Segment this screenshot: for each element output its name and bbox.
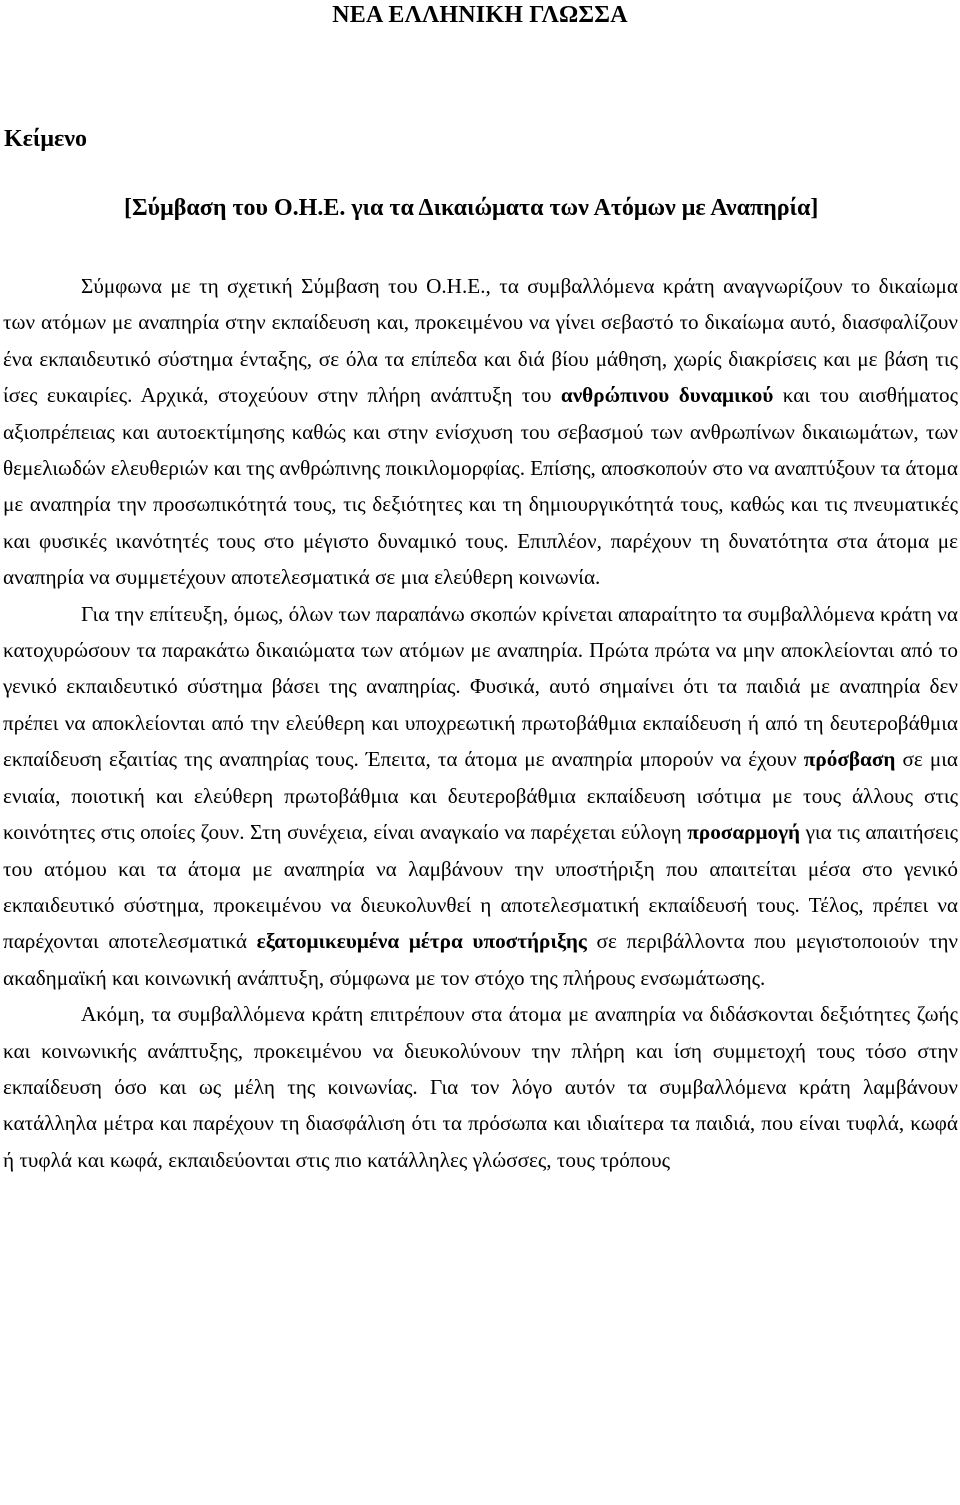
paragraph-1-emphasis: ανθρώπινου δυναμικού [560, 383, 774, 408]
paragraph-2-text-c: σε μια ενιαία, ποιοτική και ελεύθερη πρωτοβάθμια και δευτεροβάθμια εκπαίδευση ισότιμα με τους άλλους στις κοινότητες στις οποίες ζουν. Στη συνέχεια, είναι αναγκαίο να παρέχεται εύλογη [3, 747, 958, 845]
document-subtitle: [Σύμβαση του Ο.Η.Ε. για τα Δικαιώματα των Ατόμων με Αναπηρία] [124, 195, 819, 221]
section-heading: Κείμενο [4, 126, 87, 152]
paragraph-2-emphasis-support: εξατομικευμένα μέτρα υποστήριξης [256, 929, 587, 954]
paragraph-1-text-a: Σύμφωνα με τη σχετική Σύμβαση του Ο.Η.Ε., τα συμβαλλόμενα κράτη αναγνωρίζουν το δικαίωμα των ατόμων με αναπηρία στην εκπαίδευση και, προκειμένου να γίνει σεβαστό το δικαίωμα αυτό, διασφαλίζουν ένα εκπαιδευτικό σύστημα ένταξης, σε όλα τα επίπεδα και διά βίου μάθηση, χωρίς διακρίσεις και με βάση τις ίσες ευκαιρίες. Αρχικά, στοχεύουν στην πλήρη ανάπτυξη του [3, 274, 958, 408]
paragraph-3-text: Ακόμη, τα συμβαλλόμενα κράτη επιτρέπουν στα άτομα με αναπηρία να διδάσκονται δεξιότητες ζωής και κοινωνικής ανάπτυξης, προκειμένου να διευκολύνουν την πλήρη και ίση συμμετοχή τους τόσο στην εκπαίδευση όσο και ως μέλη της κοινωνίας. Για τον λόγο αυτόν τα συμβαλλόμενα κράτη λαμβάνουν κατάλληλα μέτρα και παρέχουν τη διασφάλιση ότι τα πρόσωπα και ιδιαίτερα τα παιδιά, που είναι τυφλά, κωφά ή τυφλά και κωφά, εκπαιδεύονται στις πιο κατάλληλες γλώσσες, τους τρόπους [3, 1002, 958, 1172]
body-text [3, 268, 958, 1178]
paragraph-2-text-e: για τις απαιτήσεις του ατόμου και τα άτομα με αναπηρία να λαμβάνουν την υποστήριξη που απαιτείται μέσα στο γενικό εκπαιδευτικό σύστημα, προκειμένου να διευκολυνθεί η αποτελεσματική εκπαίδευσή τους. Τέλος, πρέπει να παρέχονται αποτελεσματικά [3, 820, 958, 954]
paragraph-3 [3, 996, 958, 1178]
paragraph-1-text-c: και του αισθήματος αξιοπρέπειας και αυτοεκτίμησης καθώς και στην ενίσχυση του σεβασμού των ανθρωπίνων δικαιωμάτων, των θεμελιωδών ελευθεριών και της ανθρώπινης ποικιλομορφίας. Επίσης, αποσκοπούν στο να αναπτύξουν τα άτομα με αναπηρία την προσωπικότητά τους, τις δεξιότητες και τη δημιουργικότητά τους, καθώς και τις πνευματικές και φυσικές ικανότητές τους στο μέγιστο δυναμικό τους. Επιπλέον, παρέχουν τη δυνατότητα στα άτομα με αναπηρία να συμμετέχουν αποτελεσματικά σε μια ελεύθερη κοινωνία. [3, 383, 958, 590]
paragraph-2-text-g: σε περιβάλλοντα που μεγιστοποιούν την ακαδημαϊκή και κοινωνική ανάπτυξη, σύμφωνα με τον στόχο της πλήρους ενσωμάτωσης. [3, 929, 958, 990]
paragraph-2 [3, 596, 958, 996]
paragraph-2-emphasis-access: πρόσβαση [803, 747, 896, 772]
paragraph-2-text-a: Για την επίτευξη, όμως, όλων των παραπάνω σκοπών κρίνεται απαραίτητο τα συμβαλλόμενα κράτη να κατοχυρώσουν τα παρακάτω δικαιώματα των ατόμων με αναπηρία. Πρώτα πρώτα να μην αποκλείονται από το γενικό εκπαιδευτικό σύστημα βάσει της αναπηρίας. Φυσικά, αυτό σημαίνει ότι τα παιδιά με αναπηρία δεν πρέπει να αποκλείονται από την ελεύθερη και υποχρεωτική πρωτοβάθμια εκπαίδευση ή από τη δευτεροβάθμια εκπαίδευση εξαιτίας της αναπηρίας τους. Έπειτα, τα άτομα με αναπηρία μπορούν να έχουν [3, 601, 958, 772]
paragraph-2-emphasis-adjustment: προσαρμογή [687, 820, 801, 845]
document-title: ΝΕΑ ΕΛΛΗΝΙΚΗ ΓΛΩΣΣΑ [332, 2, 628, 28]
paragraph-1 [3, 268, 958, 596]
